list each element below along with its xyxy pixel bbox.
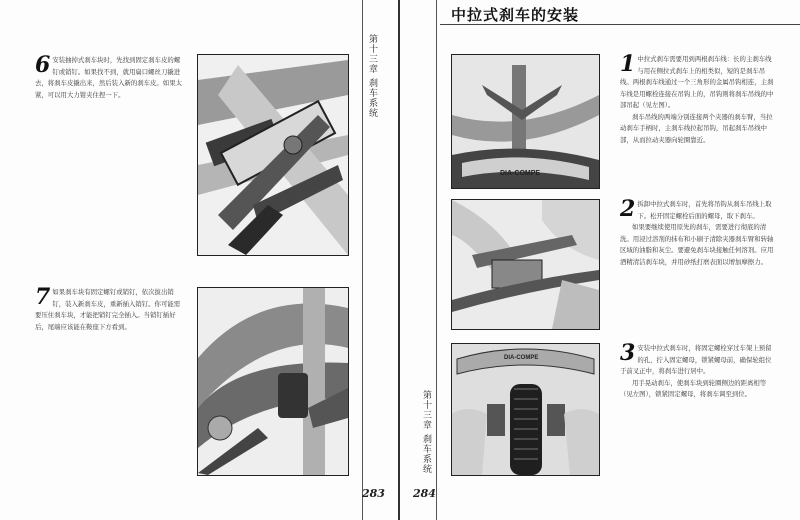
photo-install-brake — [451, 343, 600, 476]
margin-rule — [362, 0, 363, 520]
left-page — [0, 0, 398, 520]
step-paragraph: 用手晃动刹车，使刹车块到轮圈侧边的距离相等（见左图），锁紧固定螺母，将刹车调至到位。 — [620, 378, 767, 398]
step-paragraph: 安装中拉式刹车时，将固定螺栓穿过车架上预留的孔，拧入固定螺母，锁紧螺母前，确保轮组位于前叉正中，将刹车进行居中。 — [620, 344, 772, 375]
step-number: 3 — [620, 340, 636, 366]
step-text: 安装抽掉式刹车块时，先找到固定刹车皮的螺钉或销钉。如果找不到，就用扁口螺丝刀撬进去，将刹车皮撬出来，然后装入新的刹车皮。如果太紧，可以用大力钳夹住捏一下。 — [35, 56, 182, 99]
right-page — [400, 0, 800, 520]
step-paragraph: 中拉式刹车需要用到两根刹车线：长的主刹车线与用在侧拉式刹车上的相类似，短的是刹车吊线。两根刹车线通过一个三角形的金属吊钩相连，主刹车线是用螺栓连接在吊钩上的，吊钩则将刹车吊线的中部吊起（见左图）。 — [620, 55, 774, 109]
step-paragraph: 如果要继续使用原先的刹车，需要进行彻底的清洗。用浸过溶剂的抹布和小刷子清除夹器刹车臂和转轴区域的油脂和灰尘。要避免刹车块接触任何溶剂。应用酒精清洁刹车块，并用砂纸打磨表面以增加摩擦力。 — [620, 223, 774, 266]
step-7 — [35, 284, 185, 333]
step-text: 如果刹车块有固定螺钉或销钉，依次拔出销钉，装入新刹车皮，重新插入销钉。你可能需要压住刹车块，才能把销钉完全插入。当销钉插好后，尾端应该能在鞍座下方看到。 — [35, 288, 181, 331]
photo-remove-brake — [451, 199, 600, 330]
step-3 — [620, 340, 775, 401]
page-title: 中拉式刹车的安装 — [451, 6, 580, 24]
page-number: 283 — [362, 487, 385, 500]
step-1 — [620, 51, 775, 146]
page-number: 284 — [413, 487, 436, 500]
step-number: 1 — [620, 51, 636, 77]
brand-text: DIA-COMPE — [500, 170, 541, 177]
step-paragraph: 刹车吊线的两端分别连接两个夹器的刹车臂，当拉动刹车手柄时，主刹车线拉起吊钩，吊起刹车吊线中部，从而拉动夹器向轮圈靠近。 — [620, 112, 773, 144]
step-number: 6 — [35, 52, 51, 78]
margin-rule — [436, 0, 437, 520]
step-6 — [35, 52, 185, 101]
step-number: 7 — [35, 284, 51, 310]
chapter-tab: 第十三章 刹车系统 — [367, 34, 377, 118]
photo-brake-yoke — [451, 54, 600, 189]
brand-text: DIA-COMPE — [504, 355, 539, 361]
step-paragraph: 拆卸中拉式刹车时，首先将吊钩从刹车吊线上取下。松开固定螺栓后面的螺母，取下刹车。 — [637, 200, 772, 220]
photo-brake-pad-pliers — [197, 54, 349, 256]
chapter-tab: 第十三章 刹车系统 — [421, 390, 431, 474]
step-2 — [620, 196, 775, 268]
step-number: 2 — [620, 196, 636, 222]
title-rule — [440, 24, 800, 25]
photo-pliers-pin — [197, 287, 349, 476]
